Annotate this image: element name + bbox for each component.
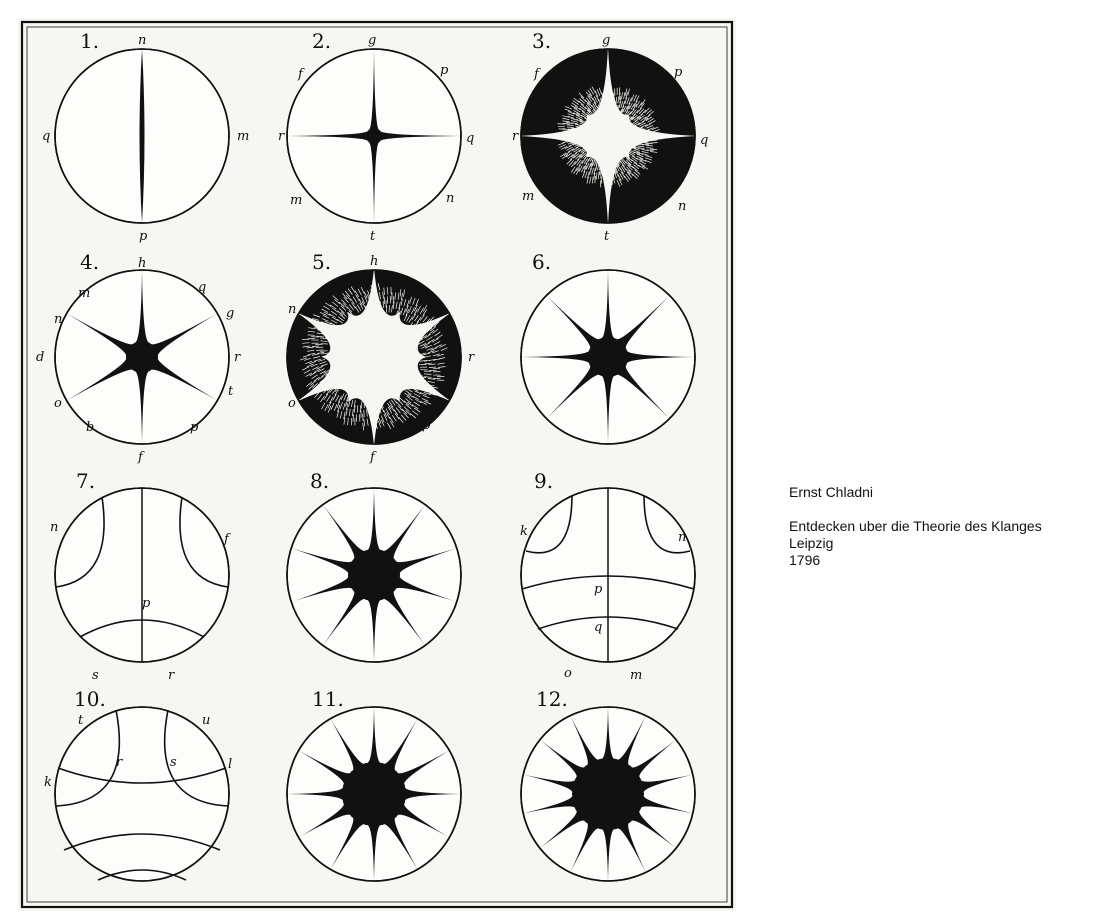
chladni-figure-10-icon — [55, 707, 229, 881]
point-label: n — [678, 530, 687, 545]
point-label: t — [604, 229, 610, 244]
point-label: g — [368, 33, 377, 48]
point-label: r — [512, 129, 519, 144]
point-label: n — [446, 191, 455, 206]
point-label: g — [226, 306, 235, 321]
point-label: p — [190, 420, 199, 435]
point-label: t — [78, 713, 84, 728]
point-label: m — [630, 668, 643, 683]
point-label: p — [674, 65, 683, 80]
caption-year: 1796 — [789, 552, 821, 568]
chladni-figure-7-icon — [55, 488, 229, 662]
point-label: k — [44, 775, 52, 790]
point-label: r — [468, 350, 475, 365]
point-label: b — [86, 420, 95, 435]
point-label: f — [224, 532, 229, 547]
figure-number: 2. — [312, 29, 332, 53]
figure-number: 1. — [80, 29, 100, 53]
point-label: q — [594, 620, 603, 635]
point-label: r — [168, 668, 175, 683]
chladni-figure-2-icon — [287, 49, 461, 223]
point-label: s — [92, 668, 99, 683]
point-label: d — [36, 350, 45, 365]
point-label: k — [520, 524, 528, 539]
chladni-figure-8-icon — [287, 488, 461, 662]
point-label: m — [522, 189, 535, 204]
point-label: u — [202, 713, 211, 728]
figure-number: 7. — [76, 469, 96, 493]
point-label: r — [116, 755, 123, 770]
figure-number: 5. — [312, 250, 332, 274]
point-label: q — [42, 129, 51, 144]
figure-number: 10. — [74, 687, 106, 711]
point-label: f — [138, 450, 143, 465]
chladni-figure-3-icon — [519, 47, 697, 225]
point-label: p — [422, 418, 431, 433]
point-label: p — [139, 229, 148, 244]
point-label: p — [594, 582, 603, 597]
point-label: g — [602, 33, 611, 48]
caption — [789, 484, 1042, 569]
figure-number: 12. — [536, 687, 568, 711]
chladni-plate — [18, 18, 736, 911]
point-label: q — [700, 133, 709, 148]
point-label: n — [288, 302, 297, 317]
point-label: f — [370, 450, 375, 465]
point-label: f — [534, 67, 539, 82]
point-label: n — [50, 520, 59, 535]
point-label: o — [288, 396, 296, 411]
point-label: h — [138, 256, 147, 271]
point-label: o — [564, 666, 572, 681]
point-label: h — [370, 254, 379, 269]
point-label: m — [78, 286, 91, 301]
chladni-figure-5-icon — [287, 268, 461, 446]
point-label: q — [466, 131, 475, 146]
point-label: m — [290, 193, 303, 208]
point-label: o — [54, 396, 62, 411]
figure-number: 9. — [534, 469, 554, 493]
point-label: f — [298, 67, 303, 82]
figure-number: 8. — [310, 469, 330, 493]
point-label: n — [54, 312, 63, 327]
plate-drawing — [18, 18, 736, 911]
caption-place: Leipzig — [789, 535, 834, 551]
point-label: l — [228, 757, 233, 772]
chladni-figure-12-icon — [521, 707, 695, 881]
figure-number: 11. — [312, 687, 344, 711]
point-label: n — [138, 33, 147, 48]
point-label: s — [170, 755, 177, 770]
chladni-figure-6-icon — [521, 270, 695, 444]
point-label: m — [237, 129, 250, 144]
point-label: p — [142, 596, 151, 611]
figure-number: 3. — [532, 29, 552, 53]
point-label: r — [278, 129, 285, 144]
chladni-figure-1-icon — [55, 49, 229, 223]
point-label: p — [440, 63, 449, 78]
caption-title: Entdecken uber die Theorie des Klanges — [789, 518, 1042, 534]
chladni-figure-11-icon — [287, 707, 461, 881]
figure-number: 6. — [532, 250, 552, 274]
chladni-figure-9-icon — [521, 488, 695, 662]
figure-number: 4. — [80, 250, 100, 274]
caption-author: Ernst Chladni — [789, 484, 874, 500]
point-label: q — [198, 280, 207, 295]
point-label: t — [228, 384, 234, 399]
point-label: n — [678, 199, 687, 214]
point-label: t — [370, 229, 376, 244]
point-label: r — [234, 350, 241, 365]
